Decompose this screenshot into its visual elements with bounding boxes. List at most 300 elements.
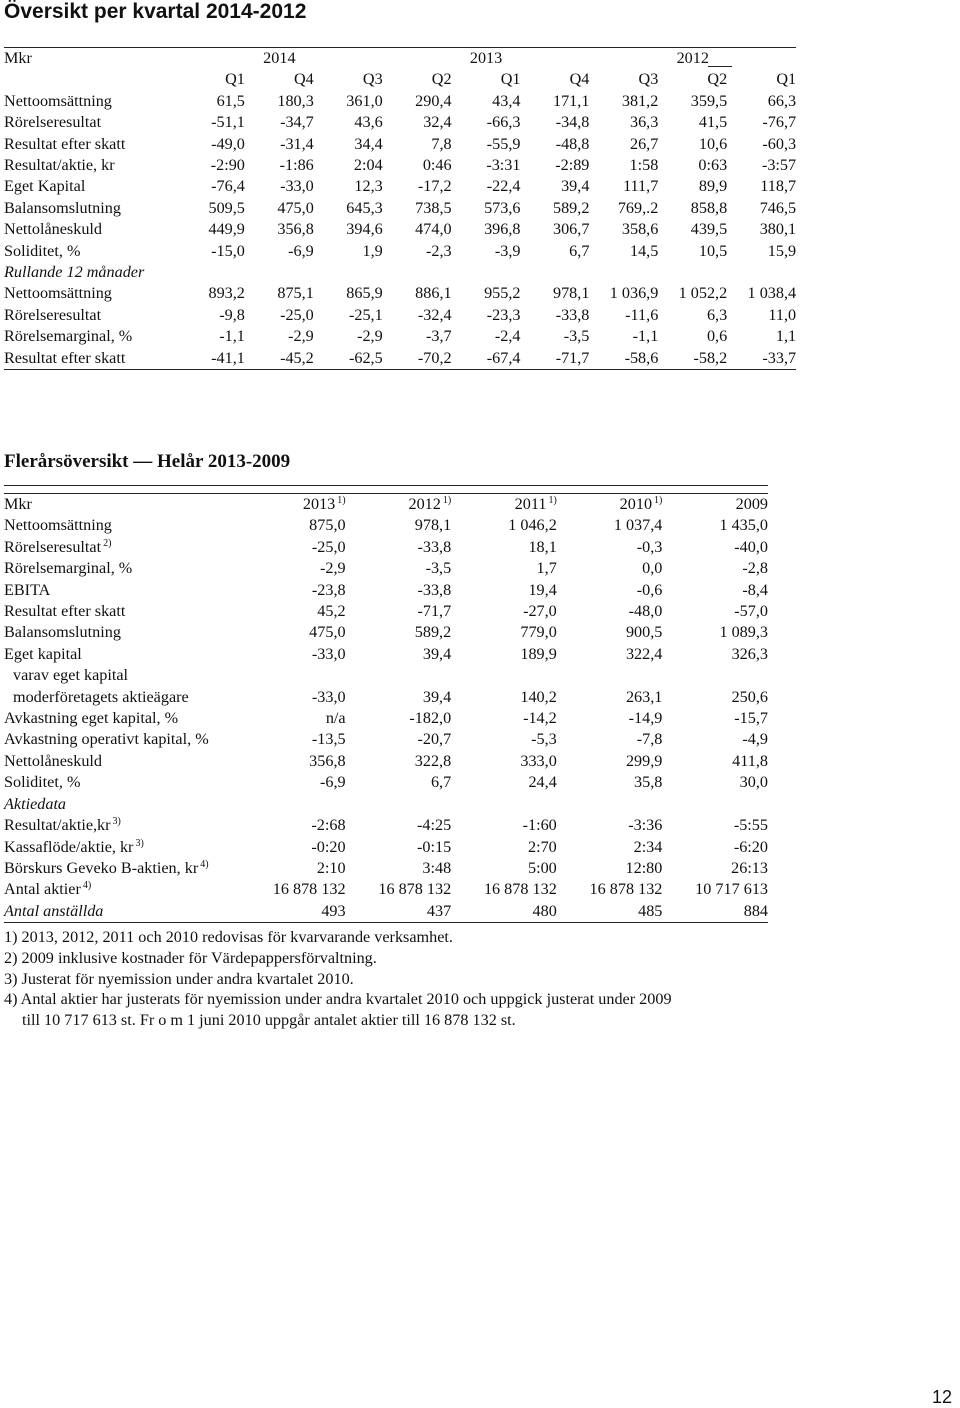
table-cell: -0,6: [636, 580, 663, 599]
row-label: Resultat/aktie, kr: [4, 156, 115, 175]
table-row: [4, 283, 796, 304]
table-cell: 439,5: [690, 220, 728, 239]
table-row: [4, 515, 768, 536]
table-cell: 1,9: [362, 241, 383, 260]
table-cell: 326,3: [731, 644, 768, 663]
table-cell: -0:20: [311, 837, 346, 856]
table-row: [4, 601, 768, 622]
year-header: [451, 494, 557, 516]
table-cell: 16 878 132: [483, 880, 557, 899]
table-cell: 30,0: [739, 773, 768, 792]
table-cell: 1 046,2: [508, 516, 557, 535]
table-cell: 480: [451, 901, 557, 923]
table-cell: -4,9: [742, 730, 768, 749]
table-cell: 380,1: [759, 220, 797, 239]
row-label: [4, 687, 240, 708]
multi-year-top-rule: [4, 485, 768, 486]
table-cell: 26:13: [731, 858, 768, 877]
table-cell: 474,0: [415, 220, 452, 239]
table-cell: -2,9: [357, 327, 383, 346]
row-label: [4, 858, 240, 879]
table-cell: -13,5: [311, 730, 346, 749]
row-label-text: Avkastning eget kapital, %: [4, 709, 179, 728]
table-cell: -2:68: [311, 816, 346, 835]
year-header: 2014: [176, 48, 383, 70]
table-cell: -33,8: [417, 537, 452, 556]
table-cell: -33,8: [555, 305, 590, 324]
table-cell: 1 052,2: [678, 284, 728, 303]
year-text: 2010: [619, 495, 653, 513]
table-cell: 485: [557, 901, 663, 923]
footnote-ref: 2): [103, 537, 112, 549]
table-cell: -48,0: [628, 602, 663, 621]
table-row: [4, 198, 796, 219]
table-cell: -23,8: [311, 580, 346, 599]
table-cell: 875,0: [309, 516, 346, 535]
table-cell: -48,8: [555, 134, 590, 153]
table-cell: 3:48: [422, 858, 452, 877]
table-row: [4, 901, 768, 923]
table-cell: 15,9: [767, 241, 797, 260]
table-cell: 746,5: [759, 198, 797, 217]
table-row: [4, 176, 796, 197]
year-header: [346, 494, 452, 516]
quarter-header: Q3: [362, 70, 383, 89]
row-label: Eget Kapital: [4, 177, 86, 196]
row-label: [4, 729, 240, 750]
row-label: Nettolåneskuld: [4, 220, 103, 239]
table-cell: 573,6: [484, 198, 521, 217]
row-label-text: Antal anställda: [4, 901, 104, 920]
table-cell: 645,3: [346, 198, 383, 217]
table-cell: -6:20: [733, 837, 768, 856]
table-cell: -45,2: [245, 348, 314, 370]
quarter-header: Q1: [776, 70, 797, 89]
table-cell: 10 717 613: [695, 880, 768, 899]
table-cell: 189,9: [520, 644, 557, 663]
table-cell: 5:00: [528, 858, 557, 877]
table-cell: 16 878 132: [378, 880, 452, 899]
table-cell: -4:25: [417, 816, 452, 835]
table-cell: 359,5: [690, 91, 728, 110]
table-cell: 89,9: [698, 177, 728, 196]
table-cell: 16 878 132: [272, 880, 346, 899]
row-label: Rörelseresultat: [4, 113, 102, 132]
row-label: Nettoomsättning: [4, 284, 112, 303]
footnote-4: 4) Antal aktier har justerats för nyemission under andra kvartalet 2010 och uppgick justerat under 2009: [4, 990, 672, 1009]
table-row: [4, 580, 768, 601]
row-label-text: Rörelseresultat: [4, 537, 102, 556]
table-cell: -3,7: [425, 327, 452, 346]
table-cell: -22,4: [486, 177, 521, 196]
row-label: Balansomslutning: [4, 198, 121, 217]
table-row: [4, 837, 768, 858]
table-row: [4, 708, 768, 729]
table-cell: -1:60: [522, 816, 557, 835]
table-cell: -17,2: [417, 177, 452, 196]
year-header: 2013: [383, 48, 590, 70]
unit-label: Mkr: [4, 494, 240, 516]
table-cell: 978,1: [552, 284, 590, 303]
table-cell: -33,0: [311, 687, 346, 706]
table-cell: -3,5: [563, 327, 590, 346]
table-cell: -27,0: [523, 602, 557, 621]
table-cell: 0,6: [706, 327, 728, 346]
table-cell: 322,8: [414, 751, 452, 770]
table-cell: 1 089,3: [719, 623, 768, 642]
table-cell: 18,1: [528, 537, 557, 556]
table-cell: 865,9: [346, 284, 383, 303]
multi-year-table: [4, 493, 768, 923]
table-cell: -66,3: [486, 113, 521, 132]
quarter-header: Q4: [293, 70, 314, 89]
table-cell: 322,4: [625, 644, 663, 663]
table-cell: -60,3: [762, 134, 797, 153]
row-label: [4, 708, 240, 729]
table-cell: -11,6: [625, 305, 659, 324]
table-cell: -71,7: [520, 348, 589, 370]
table-cell: 2:70: [528, 837, 557, 856]
table-cell: 1:58: [629, 156, 659, 175]
row-label: Rörelsemarginal, %: [4, 327, 133, 346]
table-cell: -1,1: [219, 327, 245, 346]
table-cell: 589,2: [552, 198, 590, 217]
row-label: [4, 879, 240, 900]
table-cell: -6,9: [288, 241, 314, 260]
footnote-4-continued: till 10 717 613 st. Fr o m 1 juni 2010 uppgår antalet aktier till 16 878 132 st.: [22, 1011, 516, 1030]
table-row: [4, 644, 768, 665]
quarter-header: Q2: [707, 70, 728, 89]
table-cell: -7,8: [636, 730, 663, 749]
table-row: [4, 815, 768, 836]
row-label-text: moderföretagets aktieägare: [13, 687, 189, 706]
table-cell: -2:89: [555, 156, 590, 175]
table-cell: 34,4: [354, 134, 383, 153]
table-cell: 884: [662, 901, 768, 923]
row-label: [4, 601, 240, 622]
table-cell: 738,5: [415, 198, 452, 217]
row-label: [4, 515, 240, 536]
table-cell: 11,0: [768, 305, 797, 324]
table-cell: -2:90: [210, 156, 245, 175]
table-cell: 356,8: [277, 220, 314, 239]
table-cell: 43,4: [492, 91, 521, 110]
table-cell: 32,4: [423, 113, 452, 132]
table-cell: 875,1: [277, 284, 314, 303]
table-cell: 7,8: [431, 134, 452, 153]
table-cell: 509,5: [208, 198, 245, 217]
row-label: [4, 644, 240, 665]
table-row: [4, 772, 768, 793]
row-label: [4, 901, 240, 923]
page-title: Översikt per kvartal 2014-2012: [4, 0, 307, 23]
table-cell: 0:46: [422, 156, 452, 175]
row-label-text: Balansomslutning: [4, 623, 121, 642]
table-row: [4, 134, 796, 155]
table-cell: 1,1: [775, 327, 797, 346]
table-cell: -62,5: [314, 348, 383, 370]
table-cell: 589,2: [414, 623, 452, 642]
table-row: [4, 751, 768, 772]
table-cell: 35,8: [634, 773, 663, 792]
share-data-label: Aktiedata: [4, 794, 67, 813]
table-cell: 180,3: [277, 91, 314, 110]
table-cell: 1 435,0: [719, 516, 768, 535]
table-cell: 24,4: [528, 773, 557, 792]
year-header: [662, 494, 768, 516]
table-cell: 493: [240, 901, 346, 923]
table-row: [4, 558, 768, 579]
table-cell: 358,6: [621, 220, 659, 239]
row-label: [4, 772, 240, 793]
footnote-2: 2) 2009 inklusive kostnader för Värdepappersförvaltning.: [4, 948, 377, 967]
table-cell: 299,9: [625, 751, 663, 770]
section-label-row: [4, 262, 796, 283]
table-cell: -67,4: [452, 348, 521, 370]
row-label-text: Kassaflöde/aktie, kr: [4, 837, 134, 856]
table-cell: -40,0: [734, 537, 768, 556]
table-cell: 66,3: [767, 91, 797, 110]
table-cell: 12,3: [354, 177, 383, 196]
table-cell: 779,0: [520, 623, 557, 642]
table-cell: n/a: [325, 709, 346, 728]
table-cell: 1 037,4: [613, 516, 663, 535]
footnote-ref: 1): [442, 495, 452, 506]
row-label: [4, 751, 240, 772]
row-label-text: Resultat/aktie,kr: [4, 816, 111, 835]
table-cell: -33,7: [727, 348, 796, 370]
table-cell: 6,7: [569, 241, 590, 260]
table-cell: 45,2: [317, 602, 346, 621]
table-cell: 396,8: [484, 220, 521, 239]
table-row: [4, 622, 768, 643]
table-cell: 290,4: [415, 91, 452, 110]
table-cell: 306,7: [552, 220, 590, 239]
table-cell: 39,4: [561, 177, 590, 196]
table-cell: 171,1: [552, 91, 590, 110]
quarterly-table-body: [4, 48, 796, 370]
table-cell: -15,7: [734, 709, 768, 728]
row-label: Resultat efter skatt: [4, 348, 176, 370]
table-cell: 1,7: [536, 559, 557, 578]
table-cell: -0,3: [636, 537, 663, 556]
table-cell: 411,8: [732, 751, 768, 770]
table-row: [4, 879, 768, 900]
table-cell: -49,0: [211, 134, 245, 153]
multi-year-title: Flerårsöversikt — Helår 2013-2009: [4, 451, 291, 472]
table-cell: 886,1: [415, 284, 452, 303]
table-row: [4, 112, 796, 133]
row-label-text: EBITA: [4, 580, 51, 599]
table-cell: 41,5: [698, 113, 728, 132]
table-cell: 0:63: [698, 156, 728, 175]
quarter-header: Q4: [569, 70, 590, 89]
year-text: 2011: [514, 495, 547, 513]
table-row: [4, 687, 768, 708]
year-header: [240, 494, 346, 516]
table-cell: -33,8: [417, 580, 452, 599]
table-cell: -3:36: [628, 816, 663, 835]
table-cell: -34,8: [555, 113, 590, 132]
table-cell: -8,4: [742, 580, 768, 599]
table-row: [4, 537, 768, 558]
footnotes: [4, 927, 672, 1031]
quarter-header-row: [4, 69, 796, 90]
footnote-ref: 1): [654, 495, 663, 506]
row-label-text: Rörelsemarginal, %: [4, 559, 133, 578]
table-cell: 2:10: [316, 858, 346, 877]
table-cell: -6,9: [319, 773, 346, 792]
table-cell: 10,5: [698, 241, 728, 260]
table-cell: -2,9: [319, 559, 346, 578]
table-cell: 394,6: [346, 220, 383, 239]
empty-cell: [4, 69, 176, 90]
footnote-1: 1) 2013, 2012, 2011 och 2010 redovisas för kvarvarande verksamhet.: [4, 928, 453, 946]
table-cell: 858,8: [690, 198, 728, 217]
table-cell: -70,2: [383, 348, 452, 370]
unit-label: Mkr: [4, 48, 176, 70]
table-cell: -14,2: [523, 709, 557, 728]
footnote-ref: 3): [135, 837, 144, 849]
table-cell: -2,3: [425, 241, 452, 260]
table-cell: -3:31: [486, 156, 521, 175]
table-cell: -34,7: [280, 113, 314, 132]
rolling-12-label: Rullande 12 månader: [4, 263, 145, 282]
table-cell: 381,2: [621, 91, 659, 110]
year-text: 2013: [302, 495, 336, 513]
table-cell: -182,0: [409, 709, 452, 728]
table-cell: -58,2: [658, 348, 727, 370]
table-cell: -23,3: [486, 305, 521, 324]
row-label: [4, 580, 240, 601]
year-text: 2009: [735, 495, 768, 513]
table-cell: 955,2: [484, 284, 521, 303]
table-cell: -0:15: [417, 837, 452, 856]
row-label: Resultat efter skatt: [4, 134, 126, 153]
table-row: [4, 305, 796, 326]
table-row: [4, 348, 796, 370]
table-cell: 12:80: [625, 858, 663, 877]
table-cell: 900,5: [625, 623, 663, 642]
row-label: Soliditet, %: [4, 241, 81, 260]
table-cell: 6,3: [706, 305, 728, 324]
table-cell: 19,4: [528, 580, 557, 599]
table-cell: 6,7: [430, 773, 452, 792]
table-cell: 1 036,9: [609, 284, 659, 303]
row-label: Nettoomsättning: [4, 91, 112, 110]
page-number: 12: [931, 1387, 952, 1407]
table-cell: 333,0: [520, 751, 557, 770]
sub-label-row: [4, 665, 768, 686]
table-cell: -2,4: [494, 327, 521, 346]
table-row: [4, 326, 796, 347]
table-cell: -5,3: [531, 730, 557, 749]
year-header-row: [4, 48, 796, 70]
table-cell: 361,0: [346, 91, 383, 110]
row-label: [4, 837, 240, 858]
year-text: 2012: [408, 495, 441, 513]
table-cell: -33,0: [280, 177, 314, 196]
footnote-ref: 1): [548, 495, 557, 506]
table-cell: 769,.2: [617, 198, 659, 217]
row-label-text: Soliditet, %: [4, 773, 81, 792]
table-cell: -32,4: [417, 305, 452, 324]
table-cell: -3,5: [425, 559, 452, 578]
table-cell: -2,9: [288, 327, 314, 346]
table-cell: -14,9: [628, 709, 663, 728]
table-row: [4, 219, 796, 240]
table-cell: -1:86: [279, 156, 314, 175]
table-cell: -25,0: [311, 537, 346, 556]
row-label: [4, 815, 240, 836]
table-cell: 26,7: [629, 134, 659, 153]
table-cell: 1 038,4: [747, 284, 797, 303]
table-cell: 263,1: [625, 687, 663, 706]
table-cell: 111,7: [623, 177, 659, 196]
footnote-ref: 4): [200, 858, 209, 870]
table-cell: 14,5: [629, 241, 659, 260]
table-cell: -1,1: [632, 327, 659, 346]
section-label-row: [4, 794, 768, 815]
table-cell: -25,1: [348, 305, 383, 324]
table-cell: -31,4: [280, 134, 314, 153]
table-cell: -51,1: [211, 113, 245, 132]
table-row: [4, 729, 768, 750]
table-cell: 2:04: [353, 156, 383, 175]
row-label: [4, 558, 240, 579]
table-cell: 356,8: [309, 751, 346, 770]
quarter-header: Q2: [431, 70, 452, 89]
quarter-header: Q1: [225, 70, 245, 89]
table-cell: -25,0: [280, 305, 314, 324]
varav-label: varav eget kapital: [13, 666, 129, 685]
table-cell: -3,9: [494, 241, 521, 260]
table-cell: -5:55: [733, 816, 768, 835]
table-cell: 43,6: [354, 113, 383, 132]
table-cell: 893,2: [208, 284, 245, 303]
footnote-ref: 1): [337, 495, 346, 506]
year-header: 2012: [589, 48, 796, 70]
row-label-text: Avkastning operativt kapital, %: [4, 730, 209, 749]
table-cell: -33,0: [311, 644, 346, 663]
footnote-ref: 3): [112, 816, 121, 828]
table-row: [4, 858, 768, 879]
table-cell: 39,4: [422, 644, 452, 663]
table-cell: 39,4: [422, 687, 452, 706]
table-row: [4, 155, 796, 176]
table-cell: 978,1: [414, 516, 452, 535]
table-cell: -20,7: [417, 730, 452, 749]
table-cell: 449,9: [208, 220, 245, 239]
table-cell: 250,6: [731, 687, 768, 706]
row-label: [4, 537, 240, 558]
table-cell: 16 878 132: [589, 880, 663, 899]
table-cell: 475,0: [309, 623, 346, 642]
table-cell: 437: [346, 901, 452, 923]
row-label-text: Nettoomsättning: [4, 516, 112, 535]
table-cell: 36,3: [629, 113, 659, 132]
table-cell: -3:57: [761, 156, 797, 175]
table-cell: -41,1: [176, 348, 245, 370]
table-row: [4, 91, 796, 112]
table-cell: -76,4: [211, 177, 245, 196]
footnote-3: 3) Justerat för nyemission under andra kvartalet 2010.: [4, 969, 354, 988]
table-cell: 2:34: [633, 837, 663, 856]
table-cell: 61,5: [216, 91, 245, 110]
multi-year-table-body: [4, 494, 768, 923]
table-cell: -76,7: [762, 113, 797, 132]
row-label: Rörelseresultat: [4, 305, 102, 324]
